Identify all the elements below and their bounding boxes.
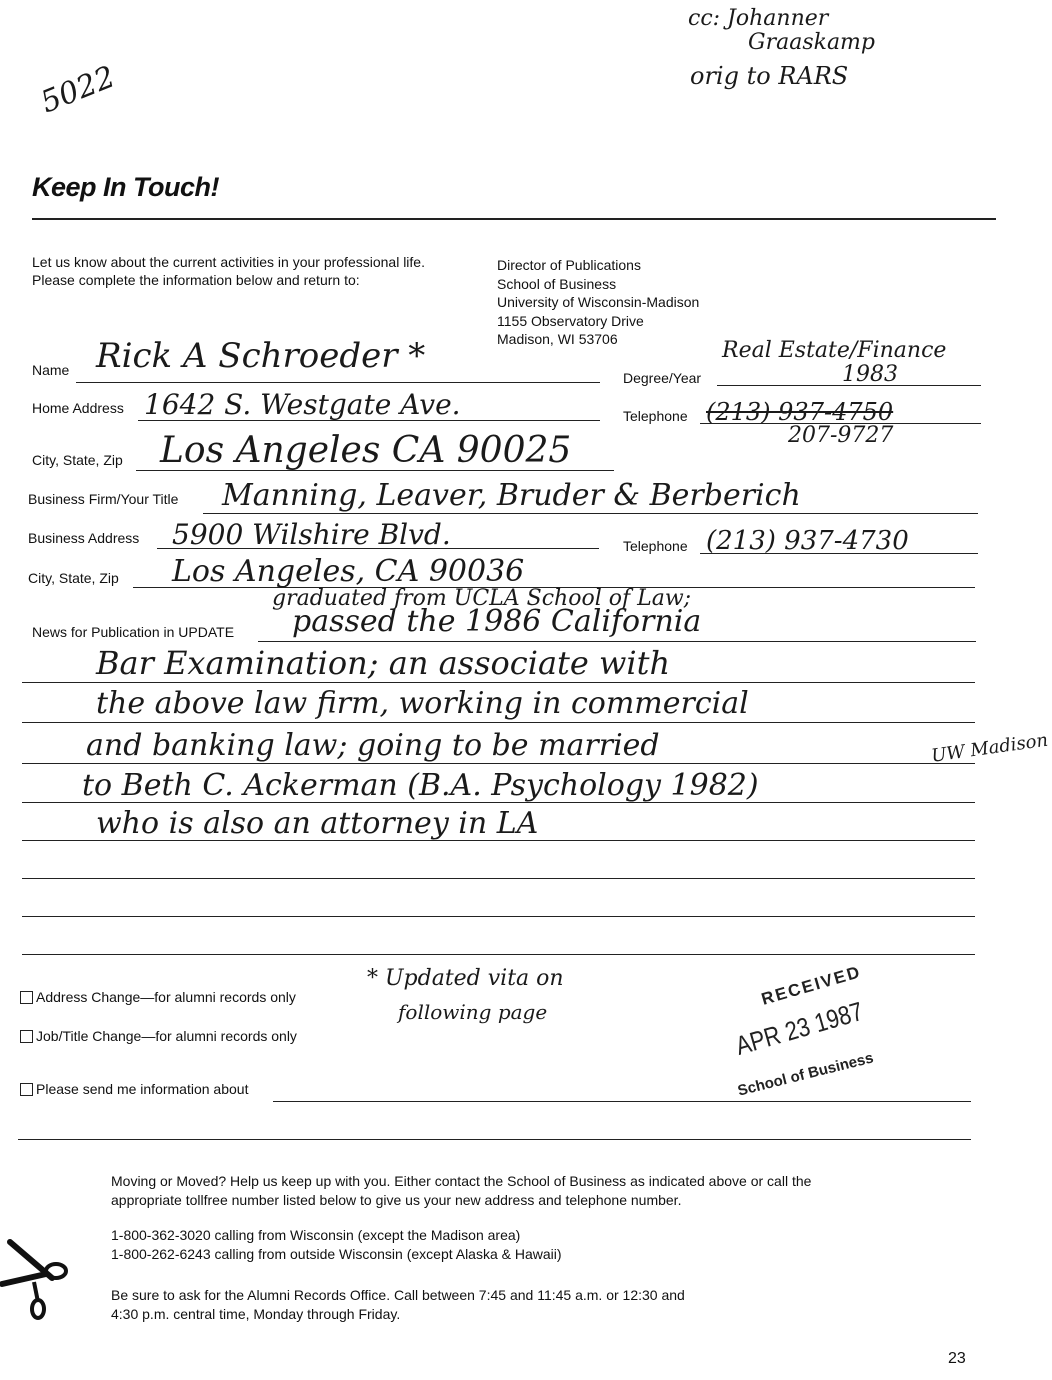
- stamp-org: School of Business: [736, 1049, 876, 1100]
- news-line-8: [22, 916, 975, 917]
- business-telephone-label: Telephone: [623, 538, 688, 554]
- return-address-line: School of Business: [497, 275, 617, 292]
- home-phone-new-value: 207-9727: [788, 423, 894, 448]
- send-info-option[interactable]: [20, 1081, 248, 1097]
- address-change-checkbox[interactable]: [20, 991, 33, 1004]
- address-change-option[interactable]: [20, 989, 296, 1005]
- phone-line-outside: 1-800-262-6243 calling from outside Wisconsin (except Alaska & Hawaii): [111, 1246, 562, 1262]
- phone-line-wisconsin: 1-800-362-3020 calling from Wisconsin (except the Madison area): [111, 1227, 521, 1243]
- news-margin-note: UW Madison: [930, 729, 1050, 767]
- return-address-line: University of Wisconsin-Madison: [497, 294, 700, 310]
- send-info-label: Please send me information about: [36, 1081, 249, 1097]
- cc-note-name: Graaskamp: [748, 30, 876, 55]
- home-telephone-label: Telephone: [623, 408, 688, 424]
- orig-note: orig to RARS: [690, 62, 849, 90]
- home-city-value: Los Angeles CA 90025: [160, 430, 572, 471]
- business-phone-value: (213) 937-4730: [706, 526, 909, 556]
- news-line: to Beth C. Ackerman (B.A. Psychology 1982): [82, 768, 759, 803]
- news-line-2: [22, 682, 975, 683]
- business-firm-value: Manning, Leaver, Bruder & Berberich: [222, 478, 801, 513]
- received-stamp: [730, 958, 930, 1098]
- intro-text: [32, 253, 425, 289]
- send-info-checkbox[interactable]: [20, 1083, 33, 1096]
- degree-value: Real Estate/Finance: [722, 338, 947, 363]
- call-hours-paragraph: Be sure to ask for the Alumni Records Office. Call between 7:45 and 11:45 a.m. or 12:30 and 4:30 p.m. central time, Monday through Friday.: [111, 1287, 685, 1322]
- news-line: Bar Examination; an associate with: [96, 644, 671, 682]
- name-value: Rick A Schroeder *: [96, 336, 426, 376]
- news-line-3: [22, 722, 975, 723]
- news-line-1: [258, 641, 976, 642]
- intro-line-2: Please complete the information below and return to:: [32, 272, 360, 288]
- home-address-value: 1642 S. Westgate Ave.: [144, 388, 461, 421]
- news-line: who is also an attorney in LA: [96, 806, 539, 841]
- year-value: 1983: [842, 362, 898, 387]
- business-city-value: Los Angeles, CA 90036: [172, 554, 525, 589]
- send-info-line: [273, 1101, 971, 1102]
- intro-line-1: Let us know about the current activities in your professional life.: [32, 254, 425, 270]
- news-line: passed the 1986 California: [292, 604, 702, 639]
- news-line: the above law firm, working in commercial: [96, 686, 749, 721]
- moving-heading: Moving or Moved?: [111, 1173, 227, 1189]
- return-address: [497, 256, 699, 349]
- job-change-label: Job/Title Change—for alumni records only: [36, 1028, 297, 1044]
- home-phone-old-value: (213) 937-4750: [706, 398, 894, 426]
- scissors-icon: [0, 1238, 72, 1322]
- file-number-note: 5022: [36, 59, 120, 121]
- cc-note: cc: Johanner: [688, 6, 829, 31]
- business-address-label: Business Address: [28, 530, 140, 546]
- news-insert: graduated from UCLA School of Law;: [272, 586, 692, 611]
- moving-paragraph: [111, 1172, 849, 1210]
- business-firm-label: Business Firm/Your Title: [28, 491, 179, 507]
- return-address-line: Director of Publications: [497, 257, 641, 273]
- news-line-7: [22, 878, 975, 879]
- extra-info-line: [18, 1139, 971, 1140]
- degree-year-label: Degree/Year: [623, 370, 702, 386]
- page-number: 23: [948, 1350, 966, 1367]
- home-address-label: Home Address: [32, 400, 124, 416]
- business-address-value: 5900 Wilshire Blvd.: [172, 518, 451, 551]
- name-line: [76, 382, 600, 383]
- news-line: and banking law; going to be married: [86, 728, 660, 763]
- title-rule: [32, 218, 996, 220]
- news-line-9: [22, 954, 975, 955]
- return-address-line: Madison, WI 53706: [497, 331, 618, 347]
- form-title: Keep In Touch!: [32, 172, 219, 202]
- moving-text: Help us keep up with you. Either contact the School of Business as indicated above or call the appropriate tollfree number listed below to give us your new address and telephone number.: [111, 1173, 812, 1208]
- job-change-checkbox[interactable]: [20, 1030, 33, 1043]
- address-change-label: Address Change—for alumni records only: [36, 989, 296, 1005]
- vita-note-2: following page: [398, 1000, 548, 1024]
- business-firm-line: [203, 513, 978, 514]
- name-label: Name: [32, 362, 70, 378]
- news-line-4: [22, 763, 975, 764]
- home-city-label: City, State, Zip: [32, 452, 123, 468]
- vita-note: * Updated vita on: [367, 966, 564, 991]
- phone-numbers: [111, 1226, 562, 1264]
- job-change-option[interactable]: [20, 1028, 297, 1044]
- stamp-date: APR 23 1987: [732, 995, 867, 1061]
- business-city-label: City, State, Zip: [28, 570, 119, 586]
- news-label: News for Publication in UPDATE: [32, 624, 235, 640]
- return-address-line: 1155 Observatory Drive: [497, 312, 644, 329]
- stamp-received: RECEIVED: [759, 962, 864, 1009]
